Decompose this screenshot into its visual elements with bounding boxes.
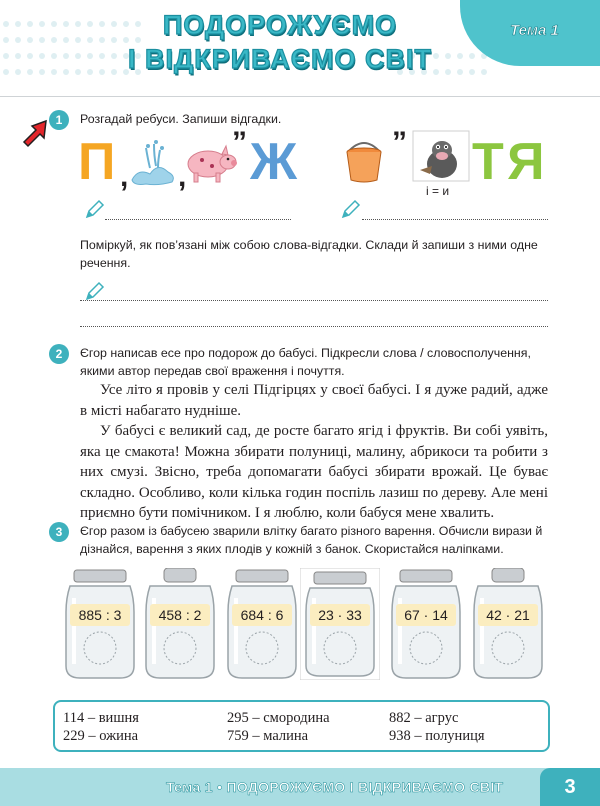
exercise-1-instruction: Розгадай ребуси. Запиши відгадки. (80, 112, 282, 126)
sticker-item[interactable]: 114 – вишня (63, 710, 139, 726)
jar-label-3: 684 : 6 (232, 604, 292, 626)
sticker-item[interactable]: 882 – агрус (389, 710, 459, 726)
pencil-icon (84, 198, 106, 220)
exercise-1-instruction-2: Поміркуй, як пов’язані між собою слова-відгадки. Склади й запиши з ними одне речення. (80, 238, 538, 270)
sticker-item[interactable]: 295 – смородина (227, 710, 330, 726)
rebus-note: і = и (426, 184, 450, 198)
exercise-number-1: 1 (49, 110, 69, 130)
sticker-item[interactable]: 229 – ожина (63, 728, 139, 744)
rebus-quote-2: ” (392, 126, 407, 159)
exercise-2-instruction: Єгор написав есе про подорож до бабусі. Підкресли слова / словосполучення, якими автор передав свої враження і почуття. (80, 346, 531, 378)
essay-paragraph-1: Усе літо я провів у селі Підгірцях у своєї бабусі. І я дуже радий, адже в місті набагато нудніше. (80, 382, 548, 419)
sticker-item[interactable]: 759 – малина (227, 728, 309, 744)
answer-line-rebus-2[interactable] (362, 219, 548, 220)
exercise-3-instruction: Єгор разом із бабусею зварили влітку багато різного варення. Обчисли вирази й дізнайся, варення з яких плодів у кожній з банок. Скористайся наліпками. (80, 524, 543, 556)
topic-tab-label: Тема 1 (510, 22, 559, 39)
title-line-1: ПОДОРОЖУЄМО (162, 10, 398, 40)
rebus-comma-1: , (120, 160, 129, 193)
mole-icon (412, 130, 470, 182)
jar-label-2: 458 : 2 (150, 604, 210, 626)
answer-line-rebus-1[interactable] (105, 219, 291, 220)
rebus-quote: ” (232, 126, 247, 159)
pencil-icon (340, 198, 362, 220)
rebus-letter-p: П (78, 133, 116, 191)
answer-line-sentence-1[interactable] (80, 300, 548, 301)
page-footer (0, 768, 600, 806)
exercise-number-3: 3 (49, 522, 69, 542)
answer-line-sentence-2[interactable] (80, 326, 548, 327)
exercise-number-2: 2 (49, 344, 69, 364)
bucket-icon (340, 138, 388, 184)
title-line-2: І ВІДКРИВАЄМО СВІТ (128, 44, 432, 74)
rebus-letters-tya: ТЯ (472, 133, 549, 191)
essay-paragraph-2: У бабусі є великий сад, де росте багато ягід і фруктів. Ви собі уявіть, яка це смакота! Можна збирати полуниці, малину, абрикоси та робити з них смузі. Звісно, треба допомагати бабусі збирати врожай. Це буває складно. Особливо, коли кілька годин поспіль лазиш по дереву. Але мені приємно бути помічником. І я люблю, коли бабуся мене хвалить. (80, 423, 548, 521)
jar-label-6: 42 · 21 (478, 604, 538, 626)
sticker-item[interactable]: 938 – полуниця (389, 728, 485, 744)
jar-label-1: 885 : 3 (70, 604, 130, 626)
essay-text (80, 380, 548, 524)
page-header (0, 0, 600, 96)
header-divider (0, 96, 600, 97)
jar-label-4: 23 · 33 (310, 604, 370, 626)
pencil-icon (84, 280, 106, 302)
water-puddle-icon (128, 138, 178, 188)
rebus-letter-zh: Ж (250, 133, 297, 191)
red-arrow-icon (20, 116, 52, 148)
stickers-box (53, 700, 550, 752)
footer-title: Тема 1 • ПОДОРОЖУЄМО І ВІДКРИВАЄМО СВІТ (166, 779, 504, 795)
rebus-comma-2: , (178, 160, 187, 193)
jar-label-5: 67 · 14 (396, 604, 456, 626)
page-number: 3 (540, 768, 600, 806)
